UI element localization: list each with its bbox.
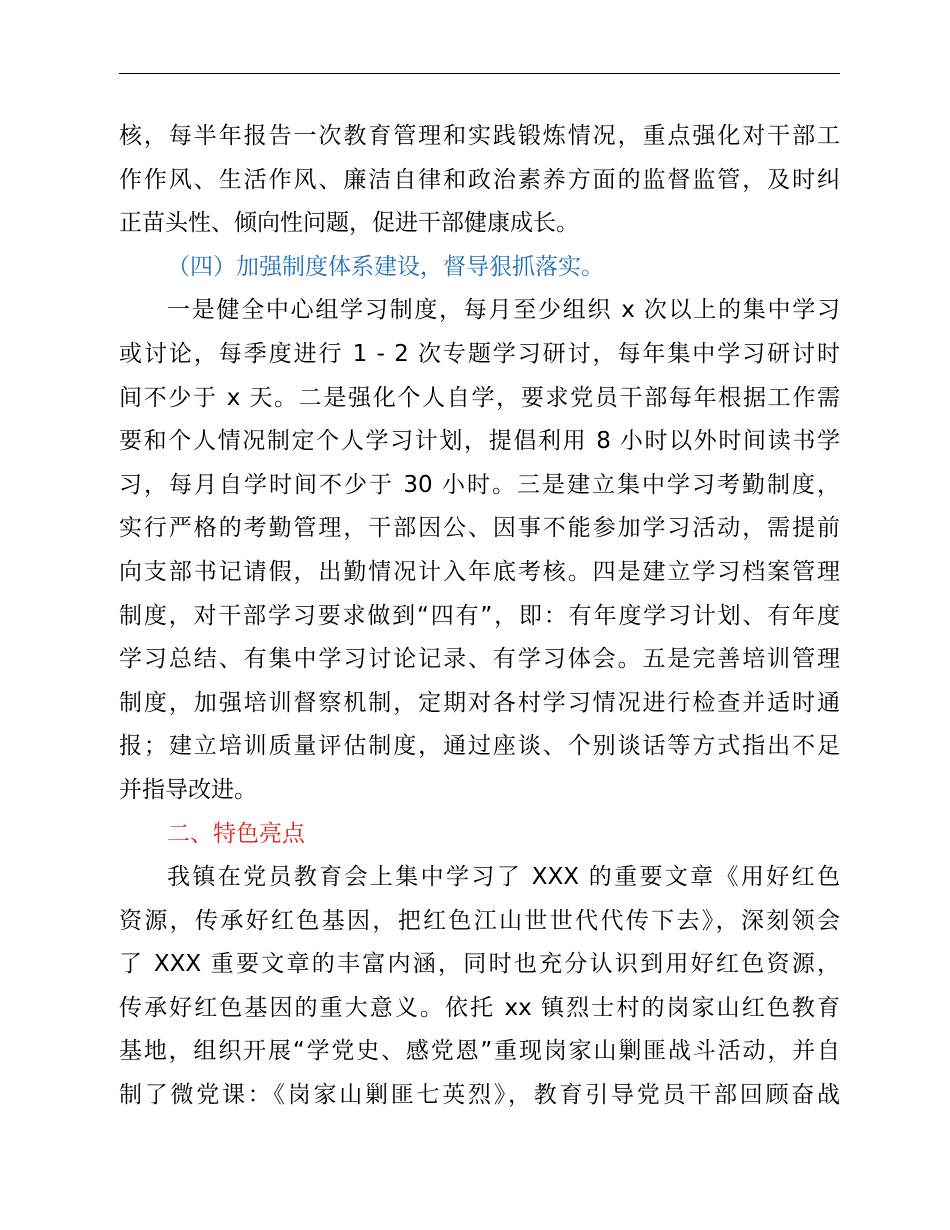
- section-heading-2: [119, 813, 840, 857]
- heading-text: 二、特色亮点: [167, 820, 305, 847]
- paragraph-highlight: [119, 856, 840, 1118]
- document-body: [119, 115, 840, 1118]
- section-heading-4: [119, 246, 840, 290]
- text-line: 要和个人情况制定个人学习计划，提倡利用 8 小时以外时间读书学: [119, 428, 840, 455]
- paragraph-continuation: [119, 115, 840, 246]
- header-rule: [119, 73, 840, 74]
- text-line: 资源，传承好红色基因，把红色江山世世代代传下去》，深刻领会: [119, 907, 840, 934]
- text-line: 或讨论，每季度进行 1 - 2 次专题学习研讨，每年集中学习研讨时: [119, 340, 840, 367]
- text-line: 了 XXX 重要文章的丰富内涵，同时也充分认识到用好红色资源，: [119, 951, 840, 978]
- text-line: 基地，组织开展“学党史、感党恩”重现岗家山剿匪战斗活动，并自: [119, 1038, 840, 1065]
- heading-text: （四）加强制度体系建设，督导狠抓落实。: [167, 253, 604, 280]
- text-line: 制度，加强培训督察机制，定期对各村学习情况进行检查并适时通: [119, 689, 840, 716]
- text-line: 正苗头性、倾向性问题，促进干部健康成长。: [119, 210, 579, 237]
- text-line: 习，每月自学时间不少于 30 小时。三是建立集中学习考勤制度，: [119, 471, 840, 498]
- text-line: 制了微党课：《岗家山剿匪七英烈》，教育引导党员干部回顾奋战: [119, 1082, 840, 1109]
- paragraph-system: [119, 289, 840, 812]
- text-line: 核，每半年报告一次教育管理和实践锻炼情况，重点强化对干部工: [119, 123, 840, 149]
- text-line: 向支部书记请假，出勤情况计入年底考核。四是建立学习档案管理: [119, 558, 840, 585]
- text-line: 报；建立培训质量评估制度，通过座谈、个别谈话等方式指出不足: [119, 733, 840, 760]
- text-line: 传承好红色基因的重大意义。依托 xx 镇烈士村的岗家山红色教育: [119, 994, 840, 1021]
- text-line: 学习总结、有集中学习讨论记录、有学习体会。五是完善培训管理: [119, 646, 840, 673]
- text-line: 间不少于 x 天。二是强化个人自学，要求党员干部每年根据工作需: [119, 384, 840, 411]
- text-line: 实行严格的考勤管理，干部因公、因事不能参加学习活动，需提前: [119, 515, 840, 542]
- text-line: 制度，对干部学习要求做到“四有”，即：有年度学习计划、有年度: [119, 602, 840, 629]
- text-line: 并指导改进。: [119, 776, 257, 803]
- text-line: 作作风、生活作风、廉洁自律和政治素养方面的监督监管，及时纠: [119, 166, 840, 193]
- text-line: 我镇在党员教育会上集中学习了 XXX 的重要文章《用好红色: [167, 864, 840, 891]
- text-line: 一是健全中心组学习制度，每月至少组织 x 次以上的集中学习: [167, 297, 840, 324]
